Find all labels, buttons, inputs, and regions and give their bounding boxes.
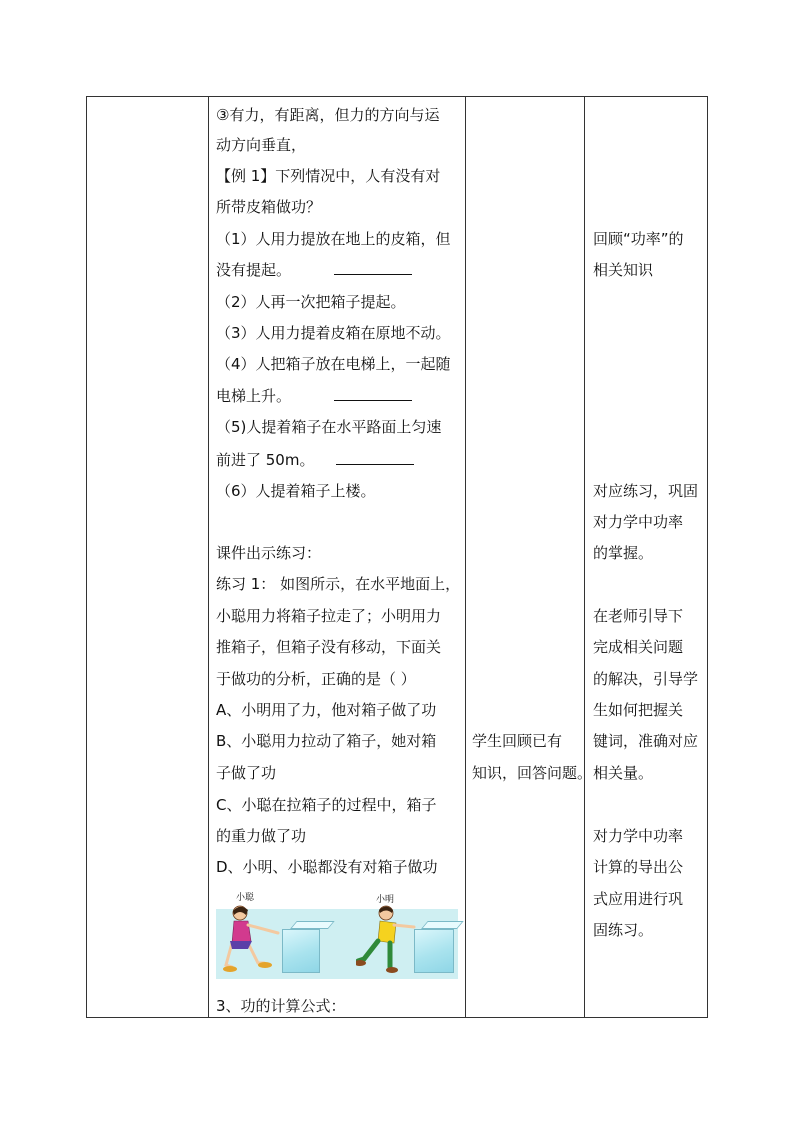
- lesson-table: [86, 96, 708, 1018]
- figure-label-right: 小明: [376, 895, 395, 905]
- text-line: 练习 1： 如图所示，在水平地面上，: [216, 575, 461, 593]
- text-line: （3）人用力提着皮箱在原地不动。: [216, 324, 451, 342]
- text-line: 键词，准确对应: [593, 732, 699, 750]
- text-line: （4）人把箱子放在电梯上，一起随: [216, 355, 451, 373]
- text-line: 课件出示练习：: [216, 544, 322, 562]
- boy-pushing-figure: [356, 903, 422, 979]
- text-line: 生如何把握关: [593, 701, 684, 719]
- box-left-top: [290, 921, 335, 929]
- text-line: C、小聪在拉箱子的过程中，箱子: [216, 796, 437, 814]
- text-line: D、小明、小聪都没有对箱子做功: [216, 858, 438, 876]
- text-line: 的重力做了功: [216, 827, 307, 845]
- text-line: ③有力，有距离，但力的方向与运: [216, 106, 440, 124]
- text-line: [216, 386, 412, 406]
- text-line: （2）人再一次把箱子提起。: [216, 293, 406, 311]
- text-line: 子做了功: [216, 764, 277, 782]
- text-line: （5)人提着箱子在水平路面上匀速: [216, 418, 442, 436]
- box-right: [414, 929, 454, 973]
- cell-student-activity: [466, 97, 593, 1017]
- text-line: 回顾“功率”的: [593, 230, 684, 248]
- text-line: 对力学中功率: [593, 513, 684, 531]
- text-line: 的解决，引导学: [593, 670, 699, 688]
- text-line: [216, 260, 412, 280]
- text-line: 所带皮箱做功？: [216, 198, 322, 216]
- cell-design-intent: [585, 97, 707, 1017]
- text-line: 式应用进行巩: [593, 890, 684, 908]
- cell-teacher-activity: [209, 97, 465, 1017]
- text-line: [216, 450, 414, 470]
- text-line: 相关量。: [593, 764, 654, 782]
- figure-label-left: 小聪: [236, 893, 255, 903]
- text-line: 3、功的计算公式：: [216, 997, 346, 1015]
- text-span: 没有提起。: [216, 261, 292, 279]
- girl-pulling-figure: [218, 903, 288, 979]
- answer-blank: [336, 450, 414, 465]
- answer-blank: [334, 260, 412, 275]
- text-line: 推箱子，但箱子没有移动，下面关: [216, 638, 442, 656]
- text-line: 固练习。: [593, 921, 654, 939]
- text-span: 前进了 50m。: [216, 451, 315, 469]
- text-line: 【例 1】下列情况中，人有没有对: [216, 167, 441, 185]
- text-span: 电梯上升。: [216, 387, 292, 405]
- text-line: 对应练习，巩固: [593, 482, 699, 500]
- text-line: 的掌握。: [593, 544, 654, 562]
- text-line: 学生回顾已有: [472, 732, 563, 750]
- box-left: [282, 929, 320, 973]
- text-line: A、小明用了力，他对箱子做了功: [216, 701, 437, 719]
- text-line: （6）人提着箱子上楼。: [216, 482, 376, 500]
- answer-blank: [334, 386, 412, 401]
- text-line: 完成相关问题: [593, 638, 684, 656]
- text-line: 知识，回答问题。: [472, 764, 593, 782]
- text-line: B、小聪用力拉动了箱子，她对箱: [216, 732, 437, 750]
- text-line: （1）人用力提放在地上的皮箱，但: [216, 230, 451, 248]
- text-line: 小聪用力将箱子拉走了；小明用力: [216, 607, 442, 625]
- text-line: 于做功的分析，正确的是（ ）: [216, 670, 416, 688]
- box-right-top: [421, 921, 464, 929]
- cell-col1: [87, 97, 208, 1017]
- exercise-illustration: [216, 889, 458, 981]
- text-line: 在老师引导下: [593, 607, 684, 625]
- text-line: 计算的导出公: [593, 858, 684, 876]
- text-line: 动方向垂直，: [216, 136, 307, 154]
- text-line: 相关知识: [593, 261, 654, 279]
- text-line: 对力学中功率: [593, 827, 684, 845]
